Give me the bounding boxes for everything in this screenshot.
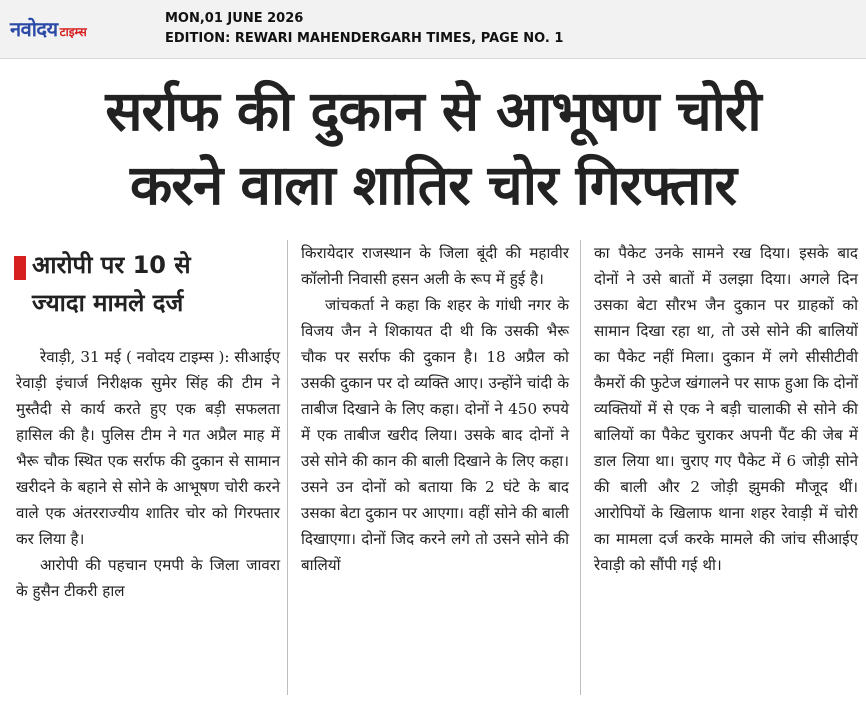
masthead-bar [0, 0, 866, 59]
paragraph: का पैकेट उनके सामने रख दिया। इसके बाद दोनों ने उसे बातों में उलझा दिया। अगले दिन उसका बेटा सौरभ जैन दुकान पर ग्राहकों को सामान दिखा रहा था, तो उसे सोने की बालियों का पैकेट नहीं मिला। दुकान में लगे सीसीटीवी कैमरों की फुटेज खंगालने पर साफ हुआ कि दोनों व्यक्तियों में से एक ने बड़ी चालाकी से सोने की बालियों का पैकेट चुराकर अपनी पैंट की जेब में डाल लिया था। चुराए गए पैकेट में 6 जोड़ी सोने की बाली और 2 जोड़ी झुमकी मौजूद थीं। आरोपियों के खिलाफ थाना शहर रेवाड़ी में चोरी का मामला दर्ज करके मामले की जांच सीआईए रेवाड़ी को सौंपी गई थी। [594, 244, 858, 574]
column-divider [580, 240, 581, 695]
subheading-marker [14, 256, 26, 280]
subheading-text [32, 246, 278, 322]
edition-info [165, 9, 563, 49]
article-column-3 [594, 240, 858, 578]
column-divider [287, 240, 288, 695]
paragraph: जांचकर्ता ने कहा कि शहर के गांधी नगर के विजय जैन ने शिकायत दी थी कि उसकी भैरू चौक पर सर्राफ की दुकान है। 18 अप्रैल को उसकी दुकान पर दो व्यक्ति आए। उन्होंने चांदी के ताबीज दिखाने के लिए कहा। दोनों ने 450 रुपये में एक ताबीज खरीद लिया। उसके बाद दोनों ने उसे सोने की कान की बाली दिखाने के लिए कहा। उसने उन दोनों को बताया कि 2 घंटे के बाद उसका बेटा दुकान पर आएगा। वहीं सोने की बाली दिखाएगा। दोनों जिद करने लगे तो उसने सोने की बालियों [301, 296, 569, 574]
headline-line-1: सर्राफ की दुकान से आभूषण चोरी [105, 79, 761, 143]
subheading-line-1: आरोपी पर 10 से [32, 251, 191, 279]
article-subheading [14, 246, 278, 322]
paragraph: किरायेदार राजस्थान के जिला बूंदी की महावीर कॉलोनी निवासी हसन अली के रूप में हुई है। [301, 244, 569, 288]
article-headline [0, 74, 866, 222]
headline-line-2: करने वाला शातिर चोर गिरफ्तार [129, 153, 737, 217]
paragraph: आरोपी की पहचान एमपी के जिला जावरा के हुसैन टीकरी हाल [16, 556, 280, 600]
subheading-line-2: ज्यादा मामले दर्ज [32, 289, 184, 317]
edition-line: EDITION: REWARI MAHENDERGARH TIMES, PAGE NO. 1 [165, 31, 564, 46]
article-column-1 [16, 344, 280, 604]
date-line: MON,01 JUNE 2026 [165, 11, 304, 26]
paragraph: रेवाड़ी, 31 मई ( नवोदय टाइम्स ): सीआईए रेवाड़ी इंचार्ज निरीक्षक सुमेर सिंह की टीम ने मुस्तैदी से कार्य करते हुए एक बड़ी सफलता हासिल की है। पुलिस टीम ने गत अप्रैल माह में भैरू चौक स्थित एक सर्राफ की दुकान से सामान खरीदने के बहाने से सोने के आभूषण चोरी करने वाले एक अंतरराज्यीय शातिर चोर को गिरफ्तार कर लिया है। [16, 348, 280, 548]
logo-sub-text: टाइम्स [59, 25, 87, 39]
logo-main-text: नवोदय [10, 17, 58, 41]
newspaper-logo[interactable] [10, 10, 87, 40]
article-column-2 [301, 240, 569, 578]
